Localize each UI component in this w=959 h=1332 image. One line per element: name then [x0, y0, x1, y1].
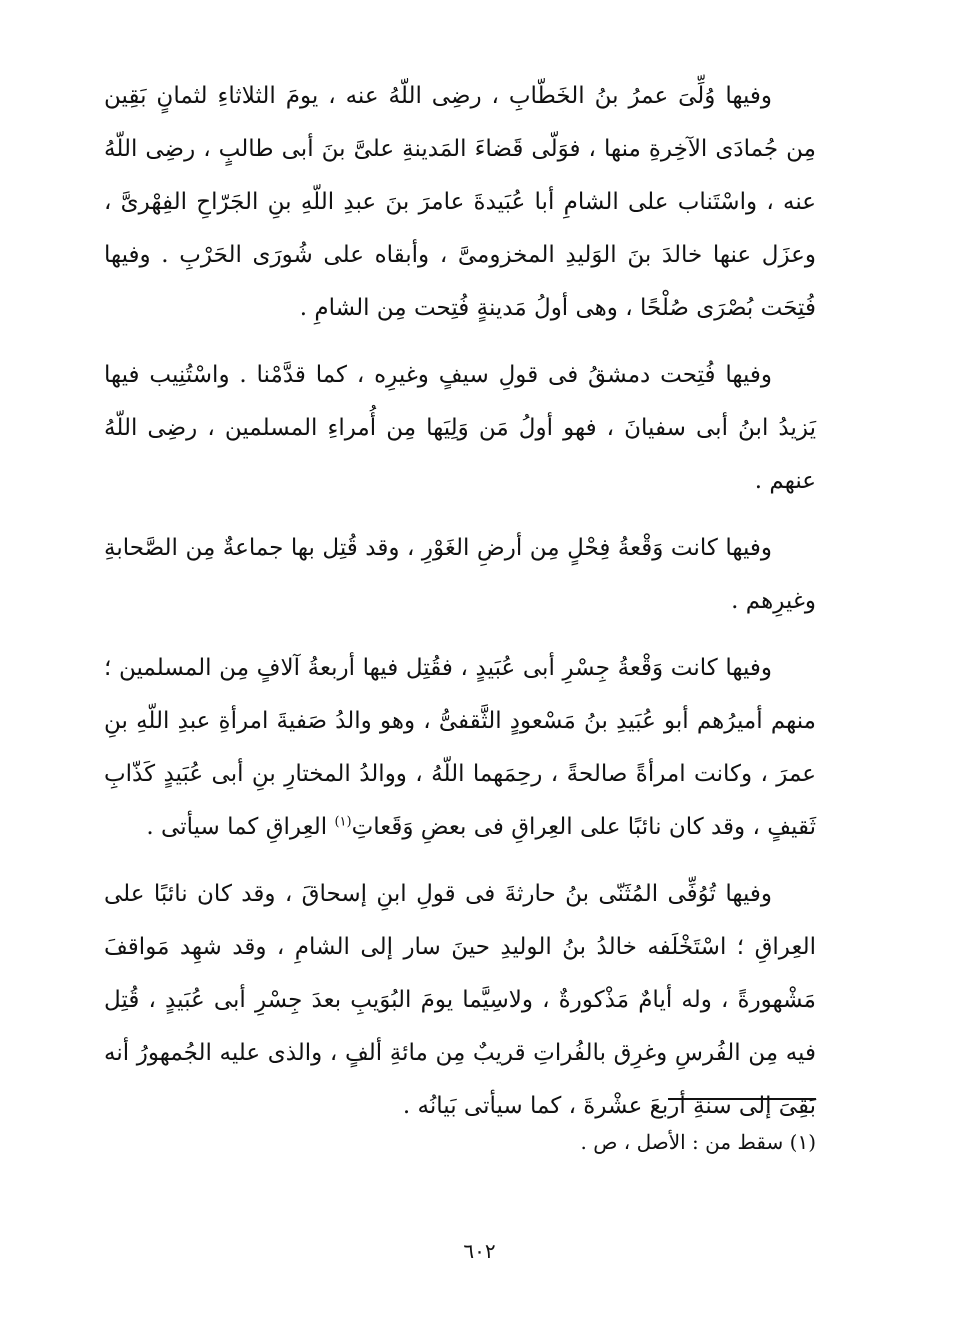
paragraph-4-tail: العِراقِ كما سيأتى .	[146, 814, 328, 840]
page-number: ٦٠٢	[463, 1239, 496, 1263]
footnote-reference: (١)	[334, 814, 352, 830]
main-text	[104, 70, 816, 1147]
paragraph-4-text: وفيها كانت وَقْعةُ جِسْرِ أبى عُبَيدٍ ، فقُتِل فيها أربعةُ آلافٍ مِن المسلمين ؛ منهم أميرُهم أبو عُبَيدِ بنُ مَسْعودٍ الثَّقفىُّ ، وهو والدُ صَفيةَ امرأةِ عبدِ اللّهِ بنِ عمرَ ، وكانت امرأةً صالحةً ، رحِمَهما اللّهُ ، ووالدُ المختارِ بنِ أبى عُبَيدٍ كَذّابِ ثَقيفٍ ، وقد كان نائبًا على العِراقِ فى بعضِ وَقَعاتِ	[104, 655, 816, 840]
paragraph-4	[104, 642, 816, 854]
paragraph-5: وفيها تُوُفِّى المُثَنّى بنُ حارثةَ فى قولِ ابنِ إسحاقَ ، وقد كان نائبًا على العِراقِ ؛ اسْتَخْلَفه خالدُ بنُ الوليدِ حينَ سار إلى الشامِ ، وقد شهِد مَواقفَ مَشْهورةً ، وله أيامٌ مَذْكورةٌ ، ولاسِيَّما يومَ البُوَيبِ بعدَ جِسْرِ أبى عُبَيدٍ ، قُتِل فيه مِن الفُرسِ وغرِق بالفُراتِ قريبٌ مِن مائةِ ألفٍ ، والذى عليه الجُمهورُ أنه بَقِىَ إلى سنةِ أربعَ عشْرةَ ، كما سيأتى بَيانُه .	[104, 881, 816, 1119]
footnote-divider	[668, 1098, 816, 1100]
footnote: (١) سقط من : الأصل ، ص .	[580, 1130, 816, 1154]
paragraph-3: وفيها كانت وَقْعةُ فِحْلٍ مِن أرضِ الغَوْرِ ، وقد قُتِل بها جماعةٌ مِن الصَّحابةِ وغيرِهم .	[104, 535, 816, 614]
paragraph-2: وفيها فُتِحت دمشقُ فى قولِ سيفٍ وغيرِه ، كما قدَّمْنا . واسْتُنِيب فيها يَزيدُ ابنُ أبى سفيانَ ، فهو أولُ مَن وَلِيَها مِن أُمراءِ المسلمين ، رضِى اللّهُ عنهم .	[104, 362, 816, 494]
paragraph-1: وفيها وُلِّىَ عمرُ بنُ الخَطّابِ ، رضِى اللّهُ عنه ، يومَ الثلاثاءِ لثمانٍ بَقِين مِن جُمادَى الآخِرةِ منها ، فوَلّى قَضاءَ المَدينةِ علىَّ بنَ أبى طالبٍ ، رضِى اللّهُ عنه ، واسْتَناب على الشامِ أبا عُبَيدةَ عامرَ بنَ عبدِ اللّهِ بنِ الجَرّاحِ الفِهْرىَّ ، وعزَل عنها خالدَ بنَ الوَليدِ المخزومىَّ ، وأبقاه على شُورَى الحَرْبِ . وفيها فُتِحَت بُصْرَى صُلْحًا ، وهى أولُ مَدينةٍ فُتِحت مِن الشامِ .	[104, 83, 816, 321]
